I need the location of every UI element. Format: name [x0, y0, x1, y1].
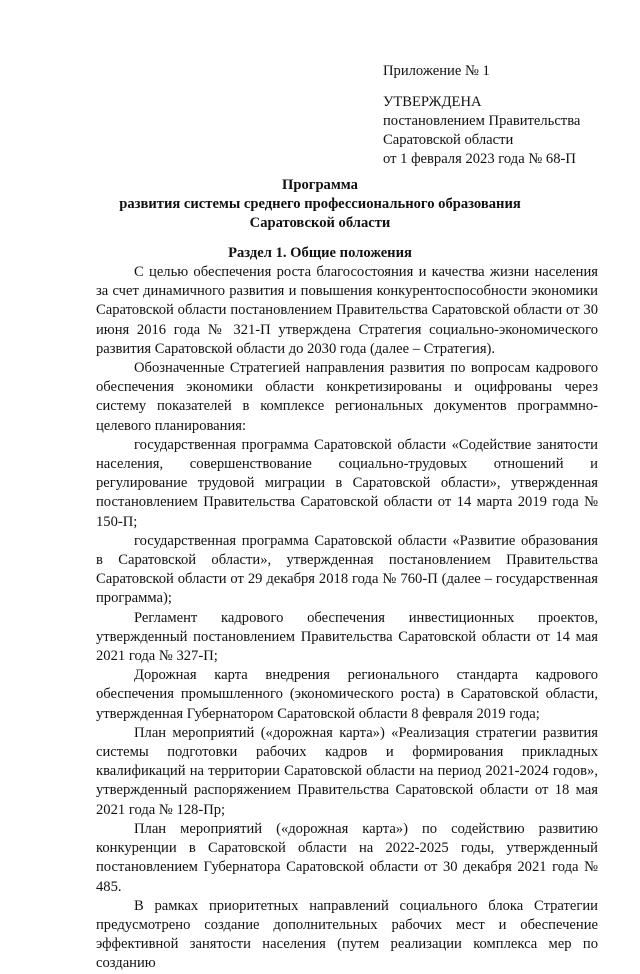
paragraph: Обозначенные Стратегией направления развития по вопросам кадрового обеспечения экономики области конкретизированы и оцифрованы через систему показателей в комплексе региональных документов программно-целевого планирования: — [96, 360, 598, 434]
approval-block — [383, 62, 580, 169]
section-body — [96, 263, 598, 974]
paragraph: государственная программа Саратовской области «Содействие занятости населения, совершенствование социально-трудовых отношений и регулирование трудовой миграции в Саратовской области», утвержденная постановлением Правительства Саратовской области от 14 марта 2019 года № 150-П; — [96, 436, 598, 530]
paragraph: государственная программа Саратовской области «Развитие образования в Саратовской области», утвержденная постановлением Правительства Саратовской области от 29 декабря 2018 года № 760-П (далее – государственная программа); — [96, 532, 598, 607]
paragraph: План мероприятий («дорожная карта») «Реализация стратегии развития системы подготовки рабочих кадров и формирования прикладных квалификаций на территории Саратовской области на период 2021-2024 годов», утвержденный распоряжением Правительства Саратовской области от 18 мая 2021 года № 128-Пр; — [96, 724, 598, 818]
title-line-3: Саратовской области — [249, 215, 391, 231]
title-line-1: Программа — [282, 177, 358, 193]
paragraph: Дорожная карта внедрения регионального стандарта кадрового обеспечения промышленного (экономического роста) в Саратовской области, утвержденная Губернатором Саратовской области 8 февраля 2019 года; — [96, 667, 598, 722]
approval-line-2: Саратовской области — [383, 132, 514, 148]
paragraph: План мероприятий («дорожная карта») по содействию развитию конкуренции в Саратовской области на 2022-2025 годы, утвержденный постановлением Губернатора Саратовской области от 30 декабря 2021 года № 485. — [96, 820, 598, 895]
paragraph: Регламент кадрового обеспечения инвестиционных проектов, утвержденный постановлением Правительства Саратовской области от 14 мая 2021 года № 327-П; — [96, 609, 598, 665]
document-title — [0, 176, 640, 233]
paragraph: С целью обеспечения роста благосостояния и качества жизни населения за счет динамичного развития и повышения конкурентоспособности экономики Саратовской области постановлением Правительства Саратовской области от 30 июня 2016 года № 321-П утверждена Стратегия социально-экономического развития Саратовской области до 2030 года (далее – Стратегия). — [96, 264, 598, 357]
approved-label: УТВЕРЖДЕНА — [383, 94, 482, 110]
appendix-number: Приложение № 1 — [383, 63, 490, 79]
paragraph: В рамках приоритетных направлений социального блока Стратегии предусмотрено создание дополнительных рабочих мест и обеспечение эффективной занятости населения (путем реализации комплекса мер по созданию — [96, 897, 598, 972]
approval-line-3: от 1 февраля 2023 года № 68-П — [383, 151, 576, 167]
title-line-2: развития системы среднего профессионального образования — [119, 196, 521, 212]
section-heading: Раздел 1. Общие положения — [228, 245, 412, 261]
spacer — [383, 81, 580, 93]
approval-line-1: постановлением Правительства — [383, 113, 581, 129]
